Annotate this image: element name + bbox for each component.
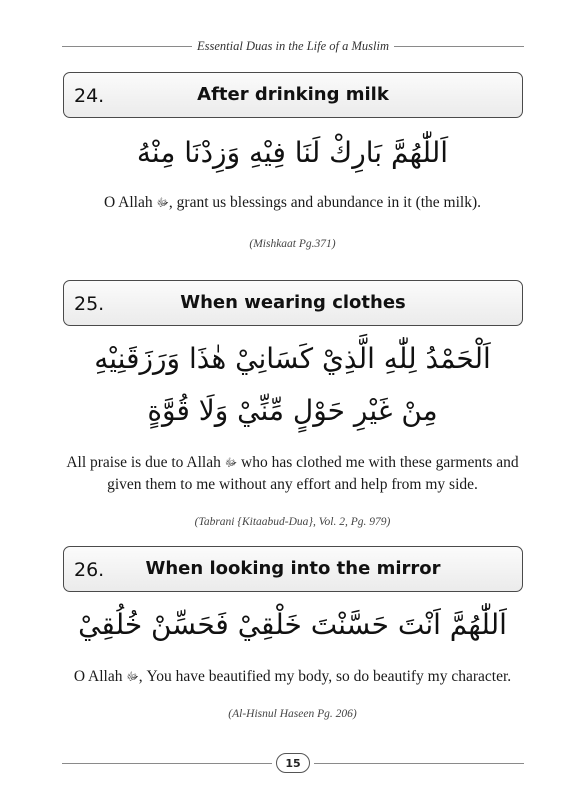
page-number: 15	[285, 756, 301, 770]
arabic-dua-text: اَلْحَمْدُ لِلّٰهِ الَّذِيْ كَسَانِيْ هٰذَا وَرَزَقَنِيْهِ	[94, 342, 491, 375]
translation-text: All praise is due to Allah ﷻ who has clothed me with these garments and given them to me without any effort and help from my side.	[66, 454, 519, 493]
honorific-glyph: ﷻ	[224, 456, 238, 469]
section-26-heading-box	[63, 546, 523, 592]
section-number: 24.	[74, 85, 105, 107]
book-title: Essential Duas in the Life of a Muslim	[197, 38, 390, 53]
section-24-heading-box	[63, 72, 523, 118]
section-25-heading-box	[63, 280, 523, 326]
footer-rule-right	[314, 763, 524, 764]
section-heading: When looking into the mirror	[145, 558, 441, 579]
reference-citation: (Al-Hisnul Haseen Pg. 206)	[228, 708, 357, 720]
reference-citation: (Mishkaat Pg.371)	[249, 238, 336, 250]
reference-citation: (Tabrani {Kitaabud-Dua}, Vol. 2, Pg. 979)	[194, 516, 391, 528]
section-heading: After drinking milk	[197, 84, 389, 105]
translation-text: O Allah ﷻ, grant us blessings and abundance in it (the milk).	[103, 194, 482, 211]
honorific-glyph: ﷻ	[156, 196, 169, 209]
section-number: 26.	[74, 559, 105, 581]
page-footer	[62, 752, 524, 774]
footer-rule-left	[62, 763, 272, 764]
translation-text: O Allah ﷻ, You have beautified my body, so do beautify my character.	[73, 668, 512, 685]
header-rule-right	[394, 46, 524, 47]
header-rule-left	[62, 46, 192, 47]
page-number-badge	[276, 753, 310, 773]
arabic-dua-text: اَللّٰهُمَّ اَنْتَ حَسَّنْتَ خَلْقِيْ فَحَسِّنْ خُلُقِيْ	[78, 608, 507, 641]
arabic-dua-text: اَللّٰهُمَّ بَارِكْ لَنَا فِيْهِ وَزِدْنَا مِنْهُ	[136, 136, 449, 169]
honorific-glyph: ﷻ	[126, 670, 139, 683]
arabic-dua-text-line-2: مِنْ غَيْرِ حَوْلٍ مِّنِّيْ وَلَا قُوَّةٍ	[147, 394, 438, 427]
section-number: 25.	[74, 293, 105, 315]
running-header	[62, 38, 524, 54]
section-heading: When wearing clothes	[180, 292, 406, 313]
